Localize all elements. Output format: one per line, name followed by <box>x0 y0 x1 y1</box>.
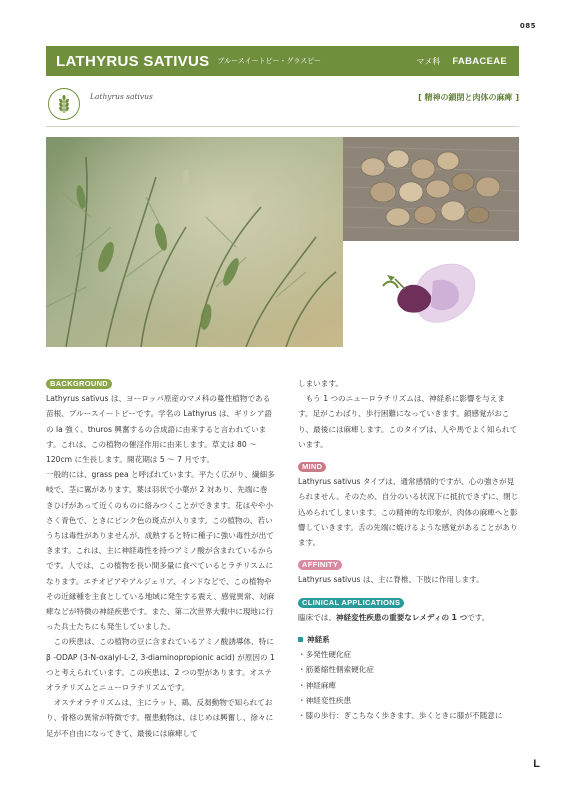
header-row <box>46 84 519 127</box>
title-bar <box>46 46 519 76</box>
neurolathyrism-paragraph: もう 1 つのニューロラチリズムは、神経系に影響を与えます。足がこわばり、歩行困難になっていきます。鎖感覚がおこり、最後には麻痺します。このタイプは、人や馬でよく知られています。 <box>298 394 518 449</box>
clinical-item: ・多発性硬化症 <box>298 650 352 660</box>
square-bullet-icon <box>298 637 303 642</box>
wheat-icon <box>48 88 80 120</box>
clinical-item: ・筋萎縮性側索硬化症 <box>298 665 374 675</box>
affinity-text: Lathyrus sativus は、主に脊椎、下肢に作用します。 <box>298 575 484 585</box>
background-heading: BACKGROUND <box>46 379 112 389</box>
clinical-intro <box>298 610 519 625</box>
clinical-intro-suffix: です。 <box>467 612 490 622</box>
family-japanese: マメ科 <box>416 56 441 66</box>
clinical-heading: CLINICAL APPLICATIONS <box>298 598 404 608</box>
clinical-item: ・神経変性疾患 <box>298 695 352 705</box>
mind-heading: MIND <box>298 462 326 472</box>
nervous-system-label: 神経系 <box>307 635 330 645</box>
japanese-name: ブルースイートピー・グラスピー <box>217 57 321 65</box>
continuation-line: しまいます。 <box>298 379 343 388</box>
background-paragraph-2: 一般的には、grass pea と呼ばれています。平たく広がり、繊細多岐で、茎に翼があります。葉は羽状で小葉が 2 対あり、先端に巻きひげがあって近くのものに絡みつくことができます。花はやや小さく青色で、ときにピンク色の斑点が入ります。この植物の、若いうちは毒性がありませんが、成熟すると特に種子に強い毒性が出てきます。これは、主に神経毒性を持つアミノ酸が含まれているからです。人では、この植物を長い間多量に食べているとラチリスムになります。エチオピアやアルジェリア、インドなどで、この植物やその近縁種を主食としている地域に発生する震え、感覚異常、対麻痺などが特徴の神経疾患です。また、第二次世界大戦中に現地に行った兵士たちにも発生していました。 <box>46 470 275 632</box>
plant-photo <box>46 137 343 347</box>
affinity-heading: AFFINITY <box>298 560 342 570</box>
right-column <box>298 376 519 723</box>
clinical-item: ・神経麻痺 <box>298 680 336 690</box>
flower-photo <box>343 241 519 347</box>
clinical-intro-bold: 神経変性疾患の重要なレメディの 1 つ <box>335 612 468 622</box>
family-name: FABACEAE <box>452 55 507 67</box>
latin-italic-name: Lathyrus sativus <box>90 92 153 101</box>
seeds-photo <box>343 137 519 241</box>
clinical-item: ・膝の歩行：ぎこちなく歩きます。歩くときに膝が不随意に <box>298 711 503 721</box>
nervous-system-subheading <box>298 632 519 647</box>
background-paragraph-4: オステオラチリズムは、主にラット、鶏、反芻動物で知られており、骨格の異常が特徴です。罹患動物は、はじめは興奮し、徐々に足が不自由になってきて、最後には麻痺して <box>46 698 274 738</box>
background-paragraph-1: Lathyrus sativus は、ヨーロッパ原産のマメ科の蔓性植物である苗根、ブルースイートピーです。学名の Lathyrus は、ギリシア語の la 強く、thuros 興奮するの合成語に由来すると言われています。これは、この植物の催淫作用に由来します。草丈は 80 〜 120cm に生長します。開花期は 5 〜 7 月です。 <box>46 394 272 465</box>
latin-name: LATHYRUS SATIVUS <box>56 52 210 70</box>
corner-letter: L <box>533 758 540 770</box>
mind-text: Lathyrus sativus タイプは、通常感情的ですが、心の強さが見られません。そのため、自分のいる状況下に抵抗できずに、閉じ込められてしまいます。この精神的な印象が、肉体の麻痺へと影響していきます。舌の先端に焼けるような感覚があることがあります。 <box>298 477 519 548</box>
background-paragraph-3: この疾患は、この植物の豆に含まれているアミノ酸誘導体、特に β -ODAP (3-N-oxalyl-L-2, 3-diaminopropionic acid) が原因の 1 つと考えられています。この疾患は、2 つの型があります。オステオラチリズムとニューロラチリズムです。 <box>46 637 275 693</box>
clinical-intro-prefix: 臨床では、 <box>298 612 336 622</box>
theme-heading: [ 精神の鎖閉と肉体の麻痺 ] <box>418 93 519 102</box>
left-column <box>46 376 275 741</box>
page-number: 085 <box>519 22 536 30</box>
